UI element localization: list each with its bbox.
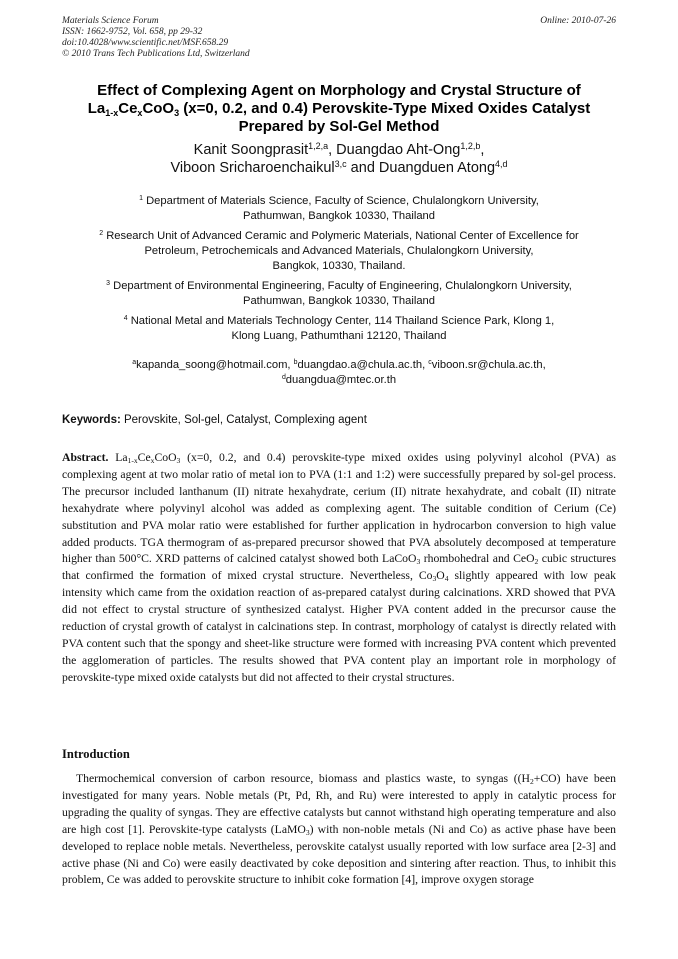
abstract: Abstract. $La_{1-x}Ce_xCoO_3$ (x=0, 0.2, and 0.4) perovskite-type mixed oxides using polyvinyl alcohol (PVA) as complexing agent at two molar ratio of metal ion to PVA (1:1 and 1:2) were successfully prepared by sol-gel process. The precursor included lanthanum (II) nitrate hexahydrate, cerium (II) nitrate hexahydrate, and cobalt (II) nitrate hexahydrate where polyvinyl alcohol was added as complexing agent. The suitable condition of Cerium (Ce) substitution and PVA molar ratio were established for further application in hydrocarbon conversion to high value added products. TGA thermogram of as-prepared precursor showed that PVA absolutely decomposed at temperature higher than 500°C. XRD patterns of calcined catalyst showed both LaCoO$_3$ rhombohedral and CeO$_2$ cubic structures that confirmed the formation of mixed crystal structure. Nevertheless, $Co_3O_4$ slightly appeared with low peak intensity which came from the oxidation reaction of as-prepared catalyst during calcinations. XRD showed that PVA did not effect to crystal structure of synthesized catalyst. Higher PVA content added in the precursor cause the reduction of crystal growth of catalyst in calcinations step. In contrast, morphology of catalyst is directly related with PVA content such that the spongy and sheet-like structure were formed with increasing PVA content which prevented the agglomeration of particles. The results showed that PVA content play an important role in morphology of perovskite-type mixed oxide catalysts but did not affected to their crystal structures. (62, 451, 616, 684)
keywords-text: Perovskite, Sol-gel, Catalyst, Complexing agent (120, 414, 367, 426)
email-link[interactable]: viboon.sr@chula.ac.th (431, 359, 543, 371)
author-name: Kanit Soongprasit (193, 142, 309, 158)
section-heading-introduction: Introduction (62, 747, 130, 761)
email-list: $^a$kapanda_soong@hotmail.com, $^b$duangdao.a@chula.ac.th, $^c$viboon.sr@chula.ac.th, $^d$duangdua@mtec.or.th (132, 359, 546, 386)
email-link[interactable]: duangdao.a@chula.ac.th (297, 359, 423, 371)
journal-issn: ISSN: 1662-9752, Vol. 658, pp 29-32 (62, 27, 203, 37)
affiliation-2: $^2$ Research Unit of Advanced Ceramic and Polymeric Materials, National Center of Excellence for Petroleum, Petrochemicals and Advanced Materials, Chulalongkorn University, Bangkok, 10330, Thailand. (99, 230, 579, 272)
journal-header (62, 16, 616, 60)
keywords (62, 414, 616, 426)
title-line-1: Effect of Complexing Agent on Morphology and Crystal Structure of (97, 82, 581, 99)
affiliation-4: $^4$ National Metal and Materials Technology Center, 114 Thailand Science Park, Klong 1, Klong Luang, Pathumthani 12120, Thailand (123, 315, 555, 342)
email-link[interactable]: kapanda_soong@hotmail.com (136, 359, 288, 371)
keywords-label: Keywords: (62, 414, 121, 426)
affiliations (62, 194, 616, 388)
author-line-2: Viboon Sricharoenchaikul$^{3,c}$ and Duangduen Atong$^{4,d}$ (170, 159, 508, 176)
author-name: Duangduen Atong (378, 160, 496, 176)
author-list (62, 141, 616, 177)
author-name: Viboon Sricharoenchaikul (170, 160, 335, 176)
journal-copyright: © 2010 Trans Tech Publications Ltd, Switzerland (62, 49, 250, 59)
online-date: Online: 2010-07-26 (540, 16, 616, 26)
affiliation-3: $^3$ Department of Environmental Engineering, Faculty of Engineering, Chulalongkorn University, Pathumwan, Bangkok 10330, Thailand (106, 280, 572, 307)
author-line-1: Kanit Soongprasit$^{1,2,a}$, Duangdao Aht-Ong$^{1,2,b}$, (193, 141, 485, 158)
journal-doi: doi:10.4028/www.scientific.net/MSF.658.29 (62, 38, 229, 48)
introduction-paragraph: Thermochemical conversion of carbon resource, biomass and plastics waste, to syngas ($(H_2+CO)$ have been investigated for many years. Noble metals (Pt, Pd, Rh, and Ru) were interested to apply in catalytic process for upgrading the quality of syngas. They are effective catalysts but cannot withstand high operating temperature and also are high cost [1]. Perovskite-type catalysts (LaMO$_3$) with non-noble metals (Ni and Co) as active phase have been developed to replace noble metals. Nevertheless, perovskite catalyst usually reported with low surface area [2-3] and active phase (Ni and Co) were easily deactivated by coke deposition and sintering after reaction. Thus, to inhibit this problem, Ce was added to perovskite structure to inhibit coke formation [4], improve oxygen storage (62, 772, 616, 887)
abstract-label: Abstract. (62, 451, 109, 464)
affiliation-1: $^1$ Department of Materials Science, Faculty of Science, Chulalongkorn University, Pathumwan, Bangkok 10330, Thailand (139, 195, 539, 222)
email-link[interactable]: duangdua@mtec.or.th (285, 374, 397, 386)
paper-title (62, 82, 616, 136)
author-name: Duangdao Aht-Ong (336, 142, 461, 158)
title-line-3: Prepared by Sol-Gel Method (238, 118, 440, 135)
title-line-2: $La_{1-x}Ce_xCoO_3$ (x=0, 0.2, and 0.4) Perovskite-Type Mixed Oxides Catalyst (87, 100, 591, 118)
journal-name: Materials Science Forum (62, 16, 159, 26)
